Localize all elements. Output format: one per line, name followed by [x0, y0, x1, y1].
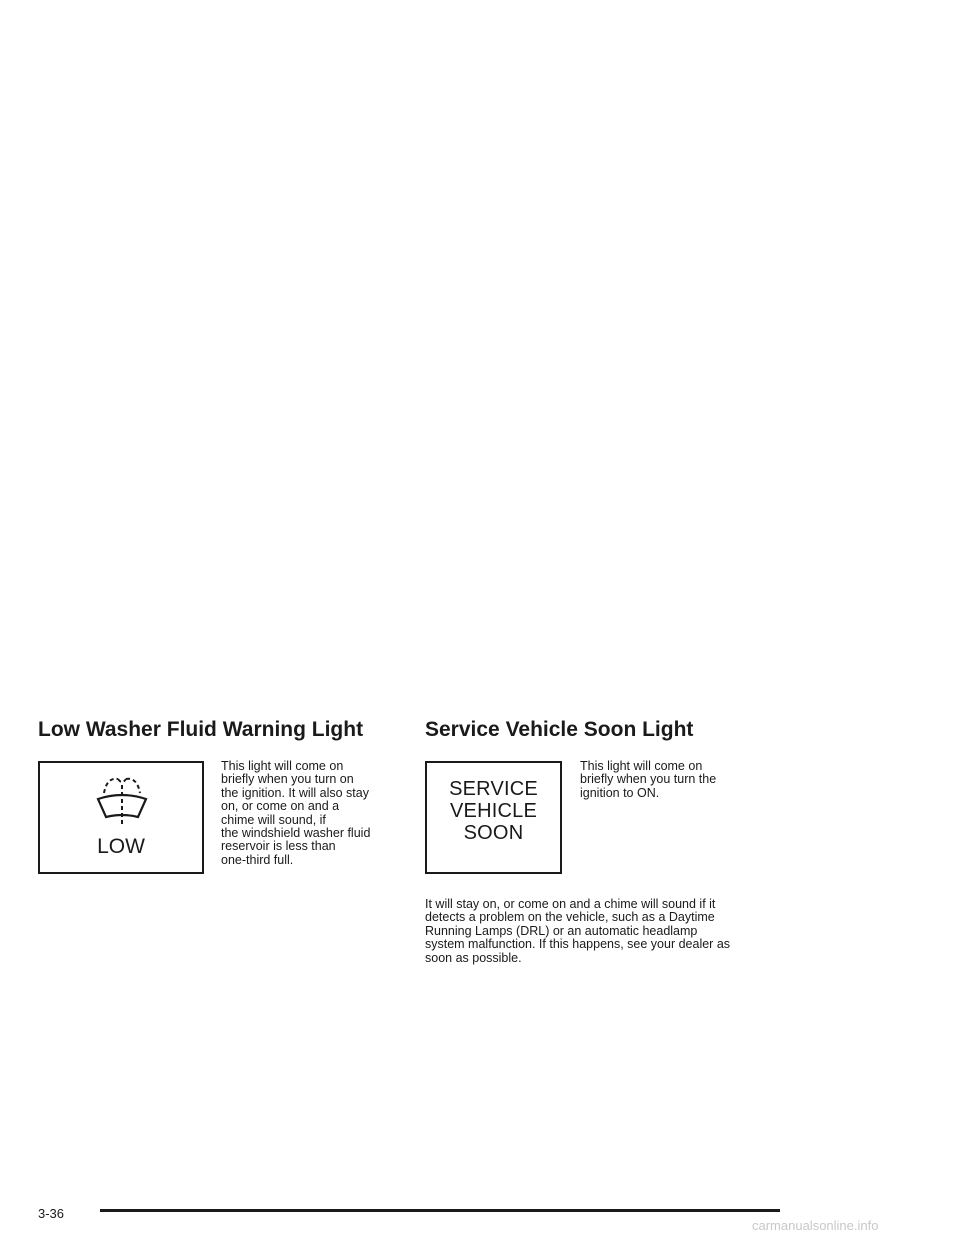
soon-label: SOON — [463, 822, 524, 844]
watermark: carmanualsonline.info — [752, 1218, 879, 1233]
washer-fluid-icon — [94, 773, 150, 831]
low-washer-fluid-heading: Low Washer Fluid Warning Light — [38, 718, 364, 741]
footer-rule — [100, 1209, 780, 1212]
service-light-long-description: It will stay on, or come on and a chime will sound if it detects a problem on the vehicle, such as a Daytime Running Lamps (DRL) or an automatic headlamp system malfunction. If this happens, see your dealer as soon as possible. — [425, 897, 731, 965]
vehicle-label: VEHICLE — [450, 800, 537, 822]
service-vehicle-soon-heading: Service Vehicle Soon Light — [425, 718, 694, 741]
service-vehicle-soon-icon-box — [425, 761, 562, 874]
service-light-short-description: This light will come on briefly when you turn the ignition to ON. — [580, 759, 717, 800]
washer-fluid-warning-icon-box — [38, 761, 204, 874]
page-number: 3-36 — [38, 1206, 65, 1221]
washer-light-description: This light will come on briefly when you turn on the ignition. It will also stay on, or come on and a chime will sound, if the windshield washer fluid reservoir is less than one-third full. — [221, 759, 371, 867]
low-label: LOW — [97, 835, 145, 858]
service-label: SERVICE — [449, 778, 538, 800]
